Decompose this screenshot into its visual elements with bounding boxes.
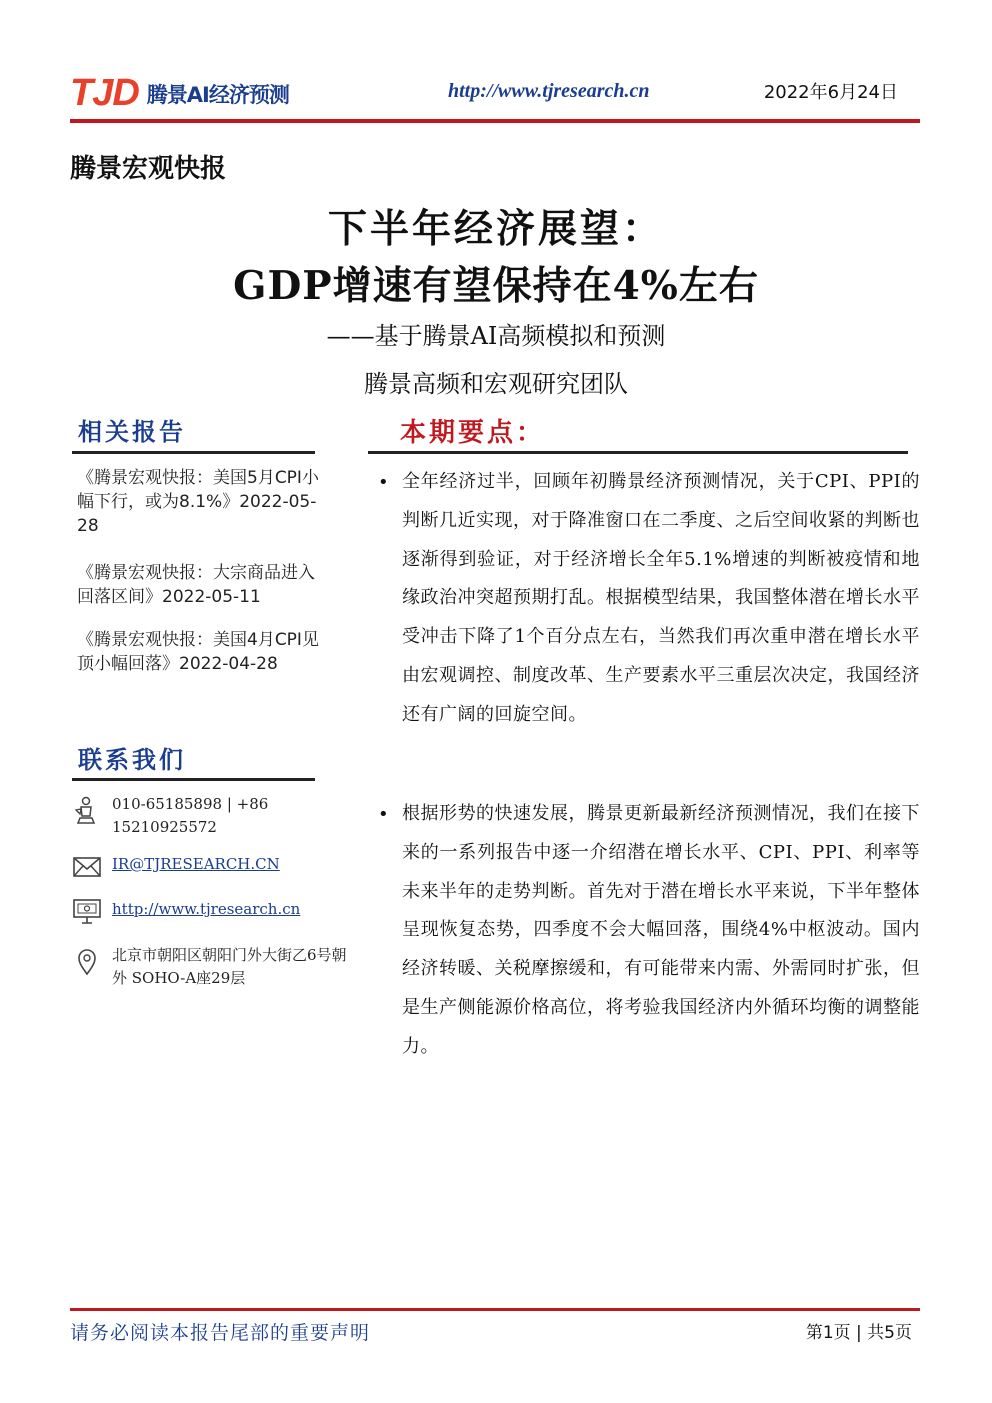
header-url-link[interactable]: http://www.tjresearch.cn (448, 80, 650, 102)
contact-heading: 联系我们 (78, 745, 186, 774)
bullet-marker: • (378, 472, 389, 493)
related-report-item[interactable]: 《腾景宏观快报：美国5月CPI小幅下行，或为8.1%》2022-05-28 (77, 468, 319, 536)
logo-mark: TJD (70, 72, 139, 114)
highlights-divider (368, 451, 908, 454)
footer-disclaimer: 请务必阅读本报告尾部的重要声明 (70, 1322, 371, 1344)
contact-website-link[interactable]: http://www.tjresearch.cn (112, 900, 301, 918)
company-logo (70, 72, 289, 115)
page-number: 第1页 | 共5页 (805, 1323, 912, 1343)
highlights-heading: 本期要点： (400, 418, 546, 448)
related-reports-heading: 相关报告 (78, 417, 186, 446)
page-header (70, 70, 920, 122)
website-icon (72, 897, 102, 925)
related-reports-divider (72, 451, 315, 454)
highlight-paragraph: 全年经济过半，回顾年初腾景经济预测情况，关于CPI、PPI的判断几近实现，对于降准窗口在二季度、之后空间收紧的判断也逐渐得到验证，对于经济增长全年5.1%增速的判断被疫情和地缘政治冲突超预期打乱。根据模型结果，我国整体潜在增长水平受冲击下降了1个百分点左右，当然我们再次重申潜在增长水平由宏观调控、制度改革、生产要素水平三重层次决定，我国经济还有广阔的回旋空间。 (402, 471, 920, 725)
highlight-paragraph: 根据形势的快速发展，腾景更新最新经济预测情况，我们在接下来的一系列报告中逐一介绍潜在增长水平、CPI、PPI、利率等未来半年的走势判断。首先对于潜在增长水平来说，下半年整体呈现恢复态势，四季度不会大幅回落，围绕4%中枢波动。国内经济转暖、关税摩擦缓和，有可能带来内需、外需同时扩张，但是生产侧能源价格高位，将考验我国经济内外循环均衡的调整能力。 (402, 803, 920, 1057)
phone-icon (72, 796, 102, 824)
logo-text: 腾景AI经济预测 (146, 82, 289, 107)
location-pin-icon (72, 948, 102, 976)
report-series: 腾景宏观快报 (70, 154, 227, 184)
report-subtitle: ——基于腾景AI高频模拟和预测 (326, 322, 666, 350)
report-title-line-1: 下半年经济展望： (327, 206, 664, 252)
header-divider (70, 119, 920, 123)
report-team: 腾景高频和宏观研究团队 (364, 370, 628, 398)
related-report-item[interactable]: 《腾景宏观快报：美国4月CPI见顶小幅回落》2022-04-28 (77, 630, 319, 674)
related-report-item[interactable]: 《腾景宏观快报：大宗商品进入回落区间》2022-05-11 (77, 563, 315, 607)
contact-address: 北京市朝阳区朝阳门外大街乙6号朝外 SOHO-A座29层 (112, 946, 347, 987)
email-icon (72, 853, 102, 881)
contact-phone: 010-65185898 | +86 15210925572 (112, 795, 269, 836)
report-title-line-2: GDP增速有望保持在4%左右 (233, 263, 759, 309)
contact-divider (72, 778, 315, 781)
footer-divider (70, 1308, 920, 1311)
bullet-marker: • (378, 804, 389, 825)
contact-email-link[interactable]: IR@TJRESEARCH.CN (112, 855, 280, 873)
report-date: 2022年6月24日 (763, 82, 898, 103)
